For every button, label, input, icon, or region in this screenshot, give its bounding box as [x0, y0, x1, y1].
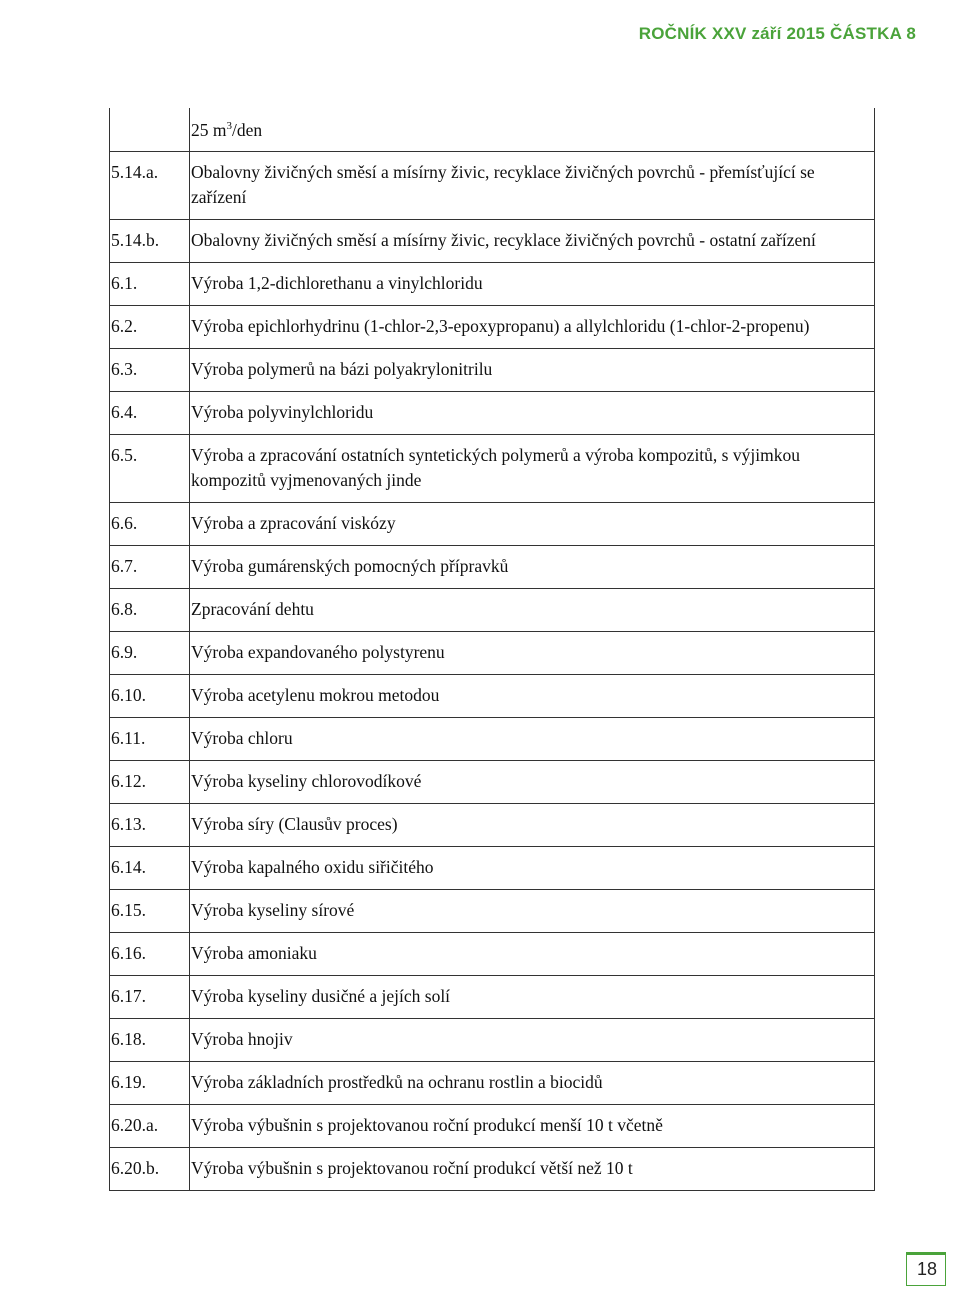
row-code: 6.11.	[110, 718, 190, 760]
table-row	[110, 546, 874, 589]
row-description: Výroba amoniaku	[191, 942, 317, 963]
row-description: Výroba a zpracování ostatních syntetických polymerů a výroba kompozitů, s výjimkou kompozitů vyjmenovaných jinde	[191, 444, 800, 490]
table-row	[110, 435, 874, 503]
capacity-exponent: 3	[226, 120, 232, 132]
row-code: 6.12.	[110, 761, 190, 803]
table-row	[110, 263, 874, 306]
table-row	[110, 761, 874, 804]
row-description: Výroba síry (Clausův proces)	[191, 813, 398, 834]
table-row	[110, 1148, 874, 1191]
row-description: Výroba kyseliny chlorovodíkové	[191, 770, 422, 791]
table-row	[110, 152, 874, 220]
table-row	[110, 718, 874, 761]
row-description	[190, 108, 874, 151]
row-description: Výroba polyvinylchloridu	[191, 401, 374, 422]
row-code: 6.13.	[110, 804, 190, 846]
row-description: Výroba 1,2-dichlorethanu a vinylchloridu	[191, 272, 483, 293]
row-code: 6.3.	[110, 349, 190, 391]
capacity-value: 25 m	[191, 119, 227, 140]
table-row	[110, 1062, 874, 1105]
table-row	[110, 589, 874, 632]
row-code: 6.18.	[110, 1019, 190, 1061]
row-description: Výroba chloru	[191, 727, 293, 748]
table-row	[110, 1105, 874, 1148]
row-code: 6.5.	[110, 435, 190, 502]
row-description: Výroba epichlorhydrinu (1-chlor-2,3-epoxypropanu) a allylchloridu (1-chlor-2-propenu)	[191, 315, 810, 336]
table-row	[110, 847, 874, 890]
row-code: 6.1.	[110, 263, 190, 305]
activities-table	[109, 108, 875, 1191]
table-row	[110, 392, 874, 435]
row-description: Výroba gumárenských pomocných přípravků	[191, 555, 509, 576]
row-code: 6.14.	[110, 847, 190, 889]
row-description: Výroba a zpracování viskózy	[191, 512, 396, 533]
row-code: 6.6.	[110, 503, 190, 545]
capacity-unit: /den	[232, 119, 263, 140]
row-code: 6.16.	[110, 933, 190, 975]
row-description: Výroba hnojiv	[191, 1028, 293, 1049]
row-code: 6.15.	[110, 890, 190, 932]
row-description: Výroba výbušnin s projektovanou roční produkcí menší 10 t včetně	[191, 1114, 663, 1135]
row-code: 6.4.	[110, 392, 190, 434]
row-description: Výroba základních prostředků na ochranu rostlin a biocidů	[191, 1071, 603, 1092]
row-code: 6.20.b.	[110, 1148, 190, 1190]
table-row	[110, 675, 874, 718]
row-code	[110, 108, 190, 151]
row-description: Obalovny živičných směsí a mísírny živic, recyklace živičných povrchů - přemísťující se zařízení	[191, 161, 815, 207]
table-row	[110, 220, 874, 263]
row-description: Výroba výbušnin s projektovanou roční produkcí větší než 10 t	[191, 1157, 633, 1178]
table-row	[110, 804, 874, 847]
table-row	[110, 503, 874, 546]
table-row	[110, 349, 874, 392]
table-row	[110, 1019, 874, 1062]
row-code: 6.9.	[110, 632, 190, 674]
table-row	[110, 933, 874, 976]
table-row	[110, 632, 874, 675]
row-description: Výroba acetylenu mokrou metodou	[191, 684, 440, 705]
table-row	[110, 976, 874, 1019]
table-row	[110, 890, 874, 933]
row-description: Výroba expandovaného polystyrenu	[191, 641, 445, 662]
row-description: Výroba polymerů na bázi polyakrylonitrilu	[191, 358, 493, 379]
row-description: Výroba kyseliny dusičné a jejích solí	[191, 985, 451, 1006]
row-code: 6.2.	[110, 306, 190, 348]
table-row	[110, 306, 874, 349]
row-code: 5.14.b.	[110, 220, 190, 262]
row-description: Zpracování dehtu	[191, 598, 314, 619]
row-code: 6.17.	[110, 976, 190, 1018]
row-code: 6.19.	[110, 1062, 190, 1104]
page-number: 18	[916, 1259, 938, 1279]
row-code: 6.8.	[110, 589, 190, 631]
row-description: Výroba kapalného oxidu siřičitého	[191, 856, 434, 877]
table-row	[110, 108, 874, 152]
row-description: Obalovny živičných směsí a mísírny živic, recyklace živičných povrchů - ostatní zařízení	[191, 229, 816, 250]
page-header: ROČNÍK XXV září 2015 ČÁSTKA 8	[638, 24, 916, 43]
row-code: 6.7.	[110, 546, 190, 588]
row-description: Výroba kyseliny sírové	[191, 899, 355, 920]
row-code: 6.10.	[110, 675, 190, 717]
row-code: 5.14.a.	[110, 152, 190, 219]
row-code: 6.20.a.	[110, 1105, 190, 1147]
